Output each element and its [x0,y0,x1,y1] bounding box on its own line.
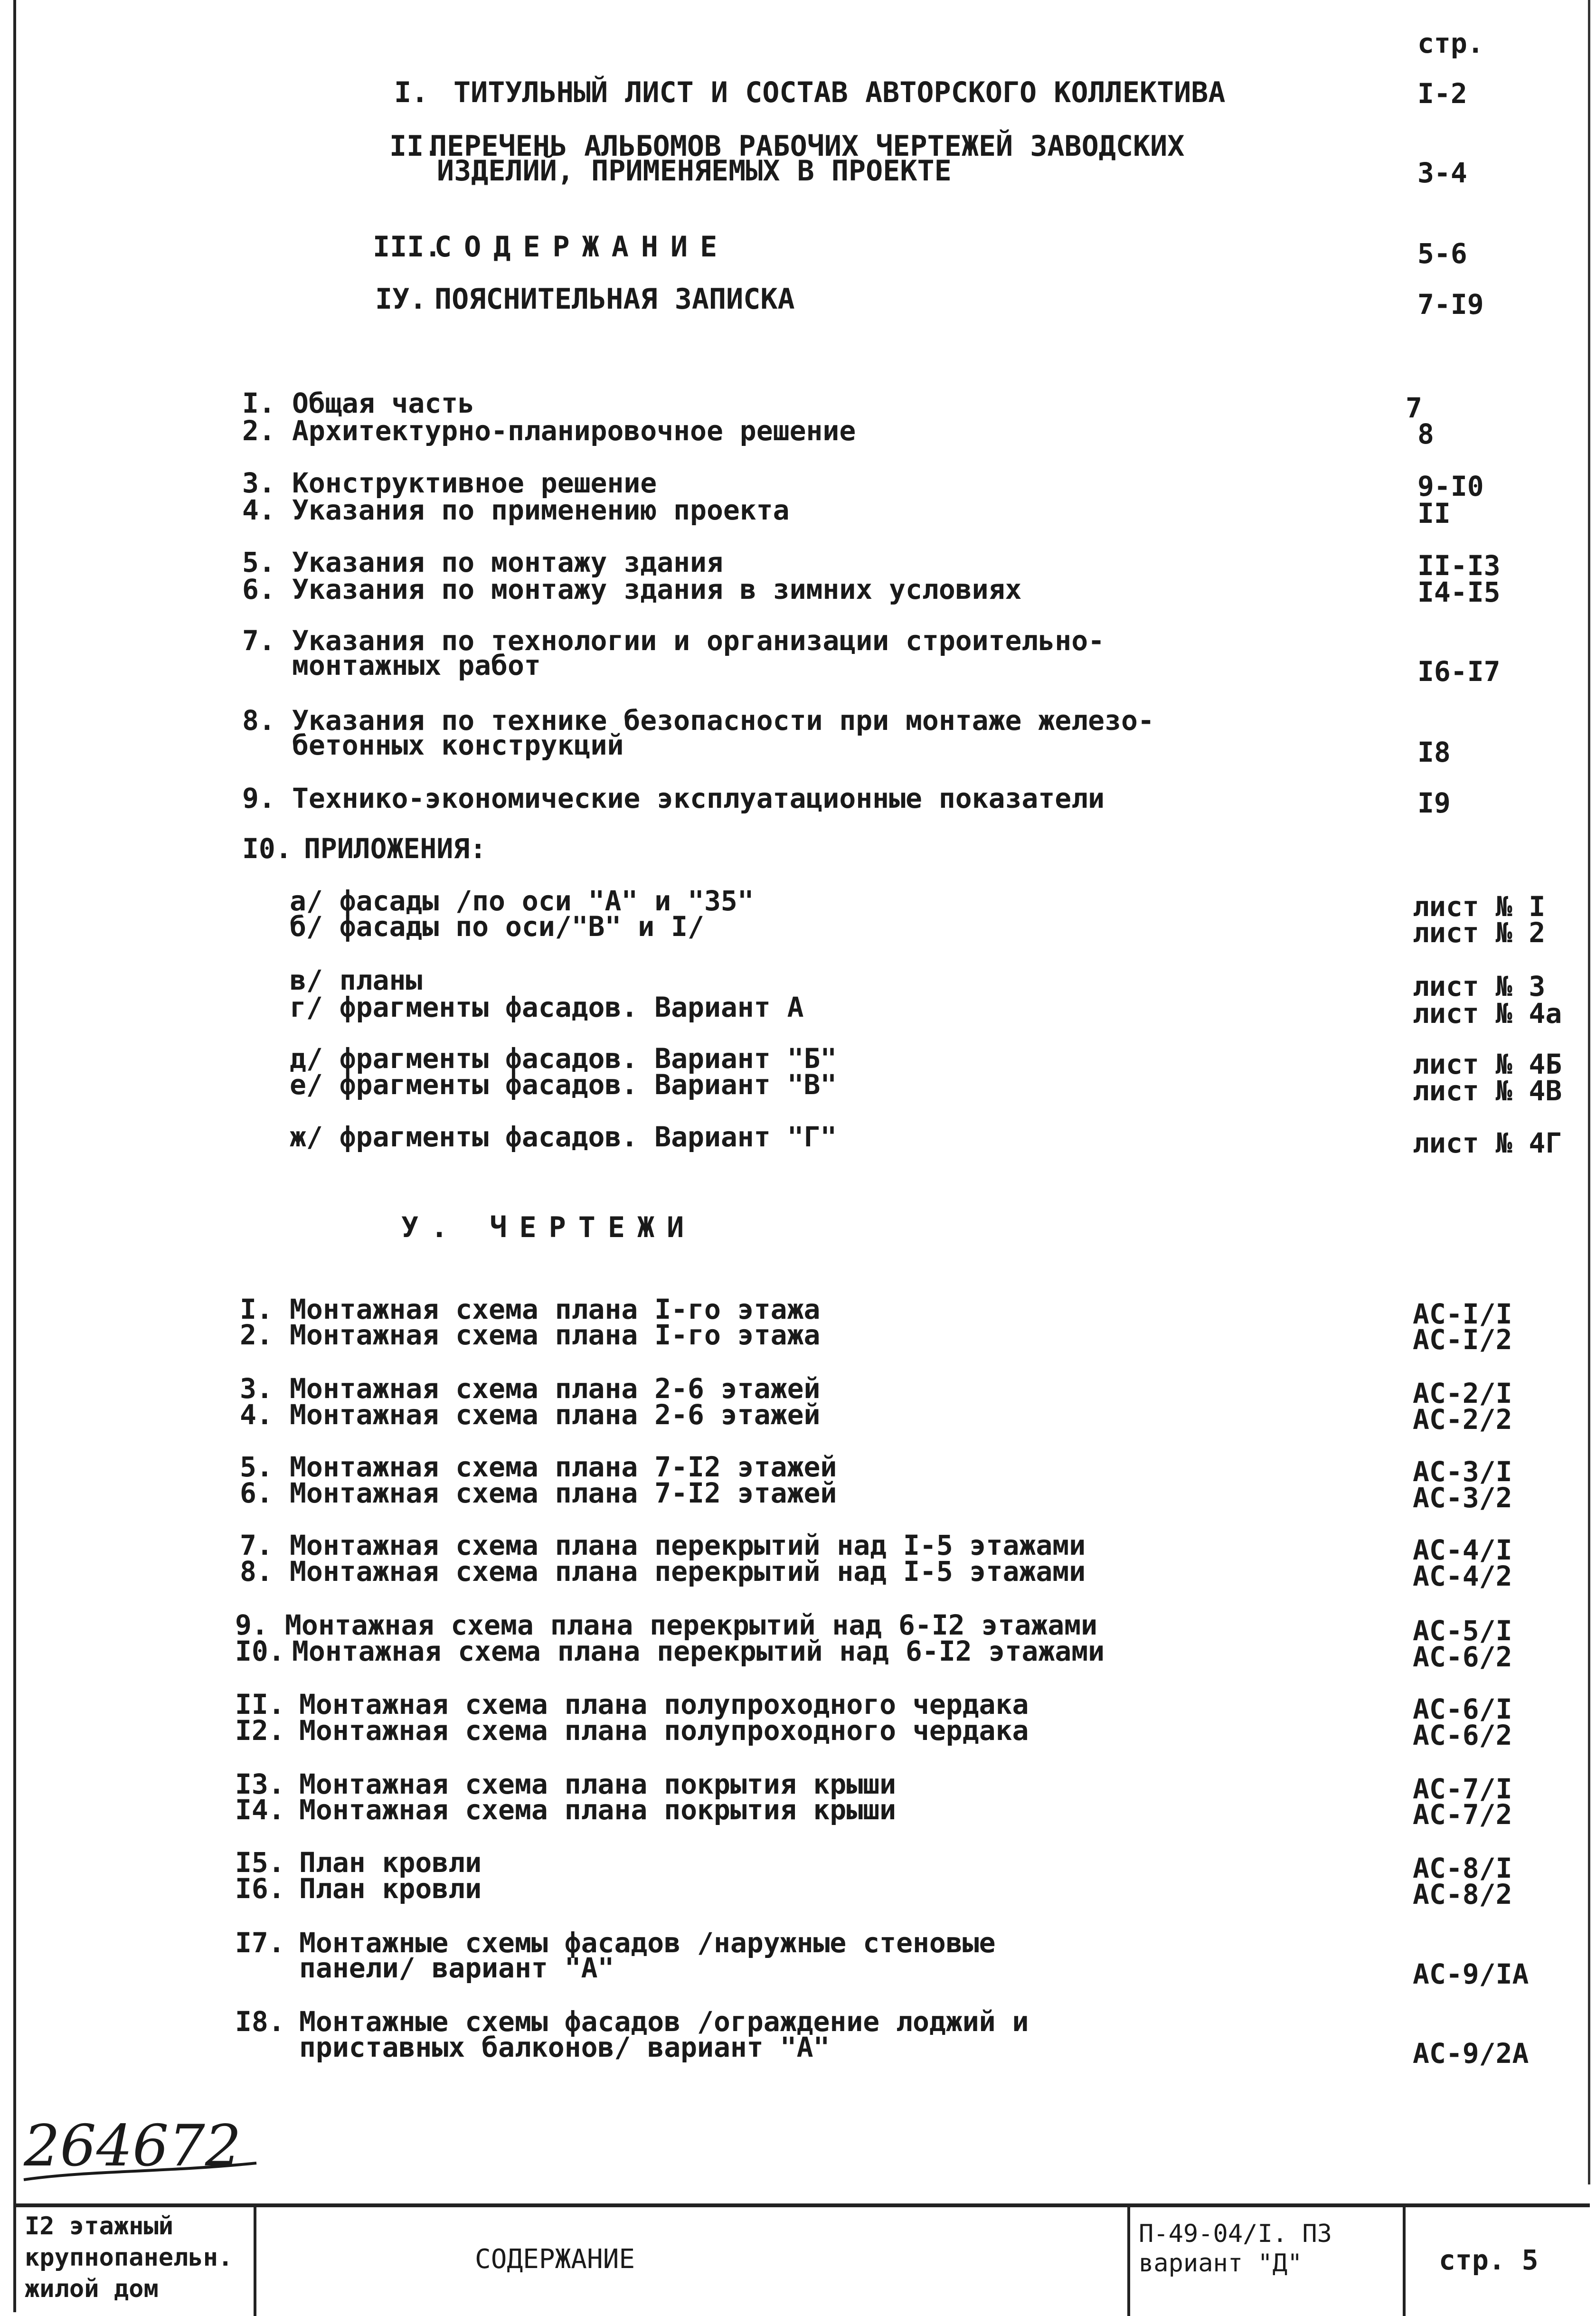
drawing-12-code: АС-6/2 [1413,1719,1512,1751]
drawing-18-text-line2: приставных балконов/ вариант "А" [299,2031,830,2063]
note-item-4-page: II [1417,497,1451,529]
drawing-16-code: АС-8/2 [1413,1878,1512,1910]
note-item-4-text: Указания по применению проекта [292,494,790,526]
building-line-3: жилой дом [25,2275,159,2303]
note-item-7-number: 7. [242,624,275,657]
drawing-18-number: I8. [235,2005,285,2038]
page-column-header: стр. [1417,27,1484,59]
drawing-14-code: АС-7/2 [1413,1798,1512,1831]
drawing-14-number: I4. [235,1794,285,1826]
title-block-title-cell [256,2207,1130,2316]
appendix-item-v: в/ планы [290,964,423,996]
drawing-6-text: Монтажная схема плана 7-I2 этажей [290,1477,837,1509]
note-item-2-page: 8 [1417,418,1434,450]
note-item-7-text-line2: монтажных работ [292,649,541,681]
drawing-1-text: Монтажная схема плана I-го этажа [290,1293,821,1325]
note-item-9-number: 9. [242,782,275,814]
drawings-header: У. ЧЕРТЕЖИ [401,1211,697,1244]
drawing-11-code: АС-6/I [1413,1693,1512,1725]
drawing-2-code: АС-I/2 [1413,1323,1512,1356]
note-item-10-number: I0. [242,832,292,865]
drawing-2-number: 2. [240,1319,273,1351]
drawing-4-text: Монтажная схема плана 2-6 этажей [290,1399,821,1431]
drawing-9-number: 9. [235,1609,268,1641]
note-item-8-text-line2: бетонных конструкций [292,729,624,761]
appendix-item-v-sheet: лист № 3 [1413,970,1546,1002]
note-item-2-text: Архитектурно-планировочное решение [292,415,856,447]
drawing-12-text: Монтажная схема плана полупроходного чердака [299,1714,1029,1747]
section-1-title: ТИТУЛЬНЫЙ ЛИСТ И СОСТАВ АВТОРСКОГО КОЛЛЕКТИВА [453,76,1226,109]
section-4-number: IУ. [375,283,427,316]
note-item-1-number: I. [242,387,275,419]
section-4-page: 7-I9 [1417,288,1484,321]
drawing-11-text: Монтажная схема плана полупроходного чердака [299,1688,1029,1720]
project-variant: вариант "Д" [1139,2249,1303,2278]
appendix-item-g: г/ фрагменты фасадов. Вариант А [290,991,804,1023]
note-item-9-text: Технико-экономические эксплуатационные показатели [292,782,1105,814]
appendix-item-a-sheet: лист № I [1413,890,1546,923]
drawing-15-code: АС-8/I [1413,1852,1512,1884]
section-3-title: СОДЕРЖАНИЕ [434,230,730,264]
drawing-5-text: Монтажная схема плана 7-I2 этажей [290,1451,837,1483]
drawing-10-text: Монтажная схема плана перекрытий над 6-I2 этажами [292,1635,1105,1667]
appendix-item-zh: ж/ фрагменты фасадов. Вариант "Г" [290,1121,837,1153]
section-2-page: 3-4 [1417,157,1467,189]
drawing-9-text: Монтажная схема плана перекрытий над 6-I2 этажами [285,1609,1098,1641]
note-item-3-text: Конструктивное решение [292,467,657,499]
drawing-15-text: План кровли [299,1846,482,1879]
drawing-16-text: План кровли [299,1872,482,1905]
drawing-3-text: Монтажная схема плана 2-6 этажей [290,1372,821,1405]
section-2-number: II. [389,130,441,163]
drawing-8-number: 8. [240,1555,273,1588]
building-line-2: крупнопанельн. [25,2243,233,2272]
drawing-7-code: АС-4/I [1413,1534,1512,1566]
appendix-item-e-sheet: лист № 4В [1413,1075,1562,1107]
drawing-5-code: АС-3/I [1413,1456,1512,1488]
section-4-title: ПОЯСНИТЕЛЬНАЯ ЗАПИСКА [434,283,795,316]
drawing-6-number: 6. [240,1477,273,1509]
note-item-9-page: I9 [1417,787,1451,819]
appendix-item-g-sheet: лист № 4а [1413,997,1562,1030]
project-code: П-49-04/I. ПЗ [1139,2220,1332,2248]
section-2-title-line2: ИЗДЕЛИЙ, ПРИМЕНЯЕМЫХ В ПРОЕКТЕ [437,154,952,188]
note-item-4-number: 4. [242,494,275,526]
drawing-1-number: I. [240,1293,273,1325]
drawing-17-number: I7. [235,1927,285,1959]
drawing-12-number: I2. [235,1714,285,1747]
drawing-2-text: Монтажная схема плана I-го этажа [290,1319,821,1351]
drawing-3-number: 3. [240,1372,273,1405]
note-item-8-page: I8 [1417,736,1451,768]
note-item-2-number: 2. [242,415,275,447]
appendix-item-zh-sheet: лист № 4Г [1413,1127,1562,1159]
drawing-10-number: I0. [235,1635,285,1667]
title-block-page-cell [1406,2207,1590,2316]
note-item-7-text-line1: Указания по технологии и организации строительно- [292,624,1105,657]
note-item-5-text: Указания по монтажу здания [292,546,723,578]
drawing-5-number: 5. [240,1451,273,1483]
drawing-13-code: АС-7/I [1413,1773,1512,1805]
building-line-1: I2 этажный [25,2212,174,2240]
appendices-heading: ПРИЛОЖЕНИЯ: [304,832,487,865]
drawing-17-code: АС-9/IА [1413,1958,1529,1990]
note-item-1-text: Общая часть [292,387,475,419]
drawing-3-code: АС-2/I [1413,1377,1512,1409]
note-item-3-page: 9-I0 [1417,470,1484,502]
drawing-4-code: АС-2/2 [1413,1403,1512,1436]
note-item-6-page: I4-I5 [1417,576,1501,608]
handwritten-inventory-number [19,2108,266,2189]
title-block [14,2203,1590,2316]
drawing-6-code: АС-3/2 [1413,1482,1512,1514]
drawing-7-number: 7. [240,1529,273,1561]
document-title: СОДЕРЖАНИЕ [475,2244,635,2275]
frame-left-border [13,0,16,2312]
note-item-7-page: I6-I7 [1417,655,1501,688]
note-item-8-number: 8. [242,704,275,737]
note-item-6-text: Указания по монтажу здания в зимних условиях [292,573,1022,605]
note-item-3-number: 3. [242,467,275,499]
appendix-item-e: е/ фрагменты фасадов. Вариант "В" [290,1068,837,1101]
title-block-building-cell [14,2207,256,2316]
appendix-item-a: а/ фасады /по оси "А" и "35" [290,885,754,917]
note-item-8-text-line1: Указания по технике безопасности при монтаже железо- [292,704,1154,737]
note-item-1-page: 7 [1406,392,1422,424]
note-item-6-number: 6. [242,573,275,605]
drawing-14-text: Монтажная схема плана покрытия крыши [299,1794,897,1826]
section-2-title-line1: ПЕРЕЧЕНЬ АЛЬБОМОВ РАБОЧИХ ЧЕРТЕЖЕЙ ЗАВОДСКИХ [430,130,1185,163]
drawing-13-number: I3. [235,1768,285,1800]
section-1-number: I. [394,76,429,109]
drawing-16-number: I6. [235,1872,285,1905]
appendix-item-d-sheet: лист № 4Б [1413,1048,1562,1080]
section-3-page: 5-6 [1417,237,1467,270]
frame-right-border [1588,0,1590,2184]
drawing-17-text-line1: Монтажные схемы фасадов /наружные стеновые [299,1927,996,1959]
drawing-18-code: АС-9/2А [1413,2037,1529,2070]
drawing-9-code: АС-5/I [1413,1615,1512,1647]
drawing-4-number: 4. [240,1399,273,1431]
drawing-1-code: АС-I/I [1413,1298,1512,1330]
drawing-7-text: Монтажная схема плана перекрытий над I-5 этажами [290,1529,1086,1561]
appendix-item-b: б/ фасады по оси/"В" и I/ [290,910,704,943]
drawing-13-text: Монтажная схема плана покрытия крыши [299,1768,897,1800]
drawing-15-number: I5. [235,1846,285,1879]
drawing-11-number: II. [235,1688,285,1720]
drawing-8-text: Монтажная схема плана перекрытий над I-5 этажами [290,1555,1086,1588]
handwritten-number-text: 264672 [24,2113,242,2179]
section-1-page: I-2 [1417,77,1467,110]
note-item-5-number: 5. [242,546,275,578]
drawing-10-code: АС-6/2 [1413,1641,1512,1673]
drawing-17-text-line2: панели/ вариант "А" [299,1952,614,1984]
section-3-number: III. [373,230,442,264]
title-block-project-cell [1130,2207,1406,2316]
drawing-8-code: АС-4/2 [1413,1560,1512,1592]
appendix-item-b-sheet: лист № 2 [1413,917,1546,949]
drawing-18-text-line1: Монтажные схемы фасадов /ограждение лоджий и [299,2005,1029,2038]
note-item-5-page: II-I3 [1417,549,1501,582]
appendix-item-d: д/ фрагменты фасадов. Вариант "Б" [290,1042,837,1075]
page-number: стр. 5 [1439,2244,1539,2276]
